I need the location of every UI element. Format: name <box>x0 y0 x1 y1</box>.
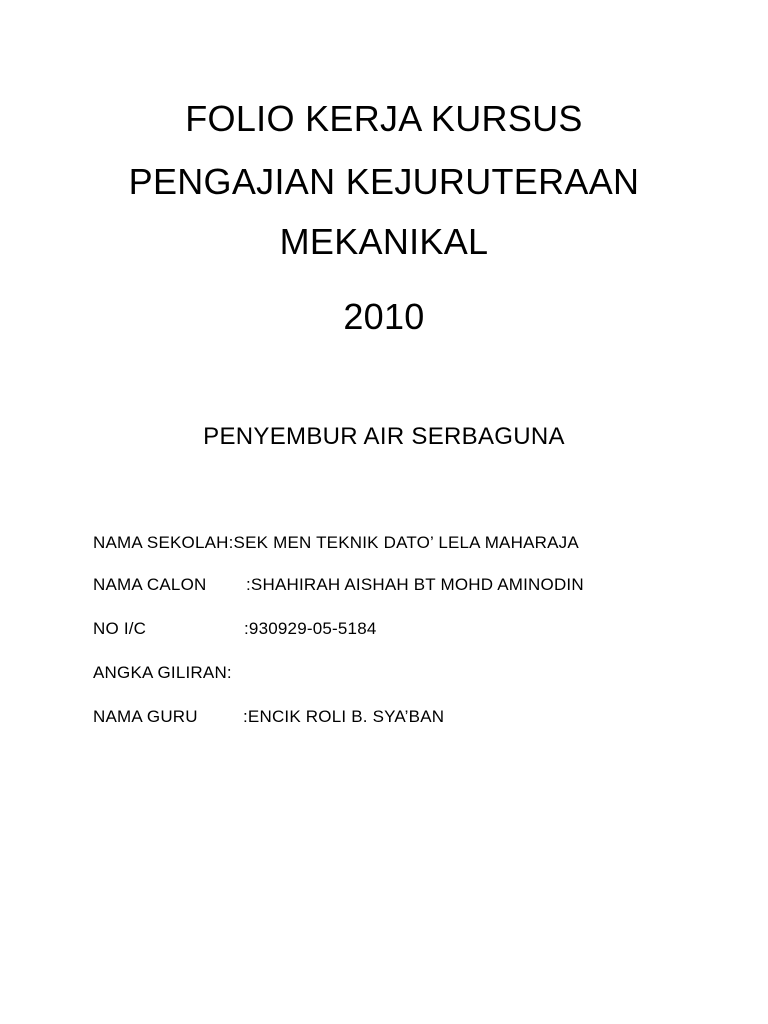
title-line-1: FOLIO KERJA KURSUS <box>185 98 583 139</box>
ic-label: NO I/C <box>93 619 147 638</box>
school-label: NAMA SEKOLAH <box>93 533 229 552</box>
candidate-value: :SHAHIRAH AISHAH BT MOHD AMINODIN <box>246 575 584 594</box>
title-line-3: MEKANIKAL <box>279 221 489 262</box>
candidate-label: NAMA CALON <box>93 575 207 594</box>
index-number-row <box>93 660 232 686</box>
teacher-value: :ENCIK ROLI B. SYA’BAN <box>243 707 445 726</box>
project-title: PENYEMBUR AIR SERBAGUNA <box>203 423 565 450</box>
ic-row <box>93 616 377 642</box>
ic-value: :930929-05-5184 <box>244 619 377 638</box>
school-row <box>93 530 579 556</box>
teacher-label: NAMA GURU <box>93 707 198 726</box>
title-line-2: PENGAJIAN KEJURUTERAAN <box>128 161 640 202</box>
index-number-value: : <box>226 663 232 682</box>
index-number-label: ANGKA GILIRAN <box>93 663 227 682</box>
teacher-row <box>93 704 444 730</box>
title-year: 2010 <box>343 296 425 337</box>
candidate-row <box>93 572 584 598</box>
school-value: :SEK MEN TEKNIK DATO’ LELA MAHARAJA <box>228 533 579 552</box>
